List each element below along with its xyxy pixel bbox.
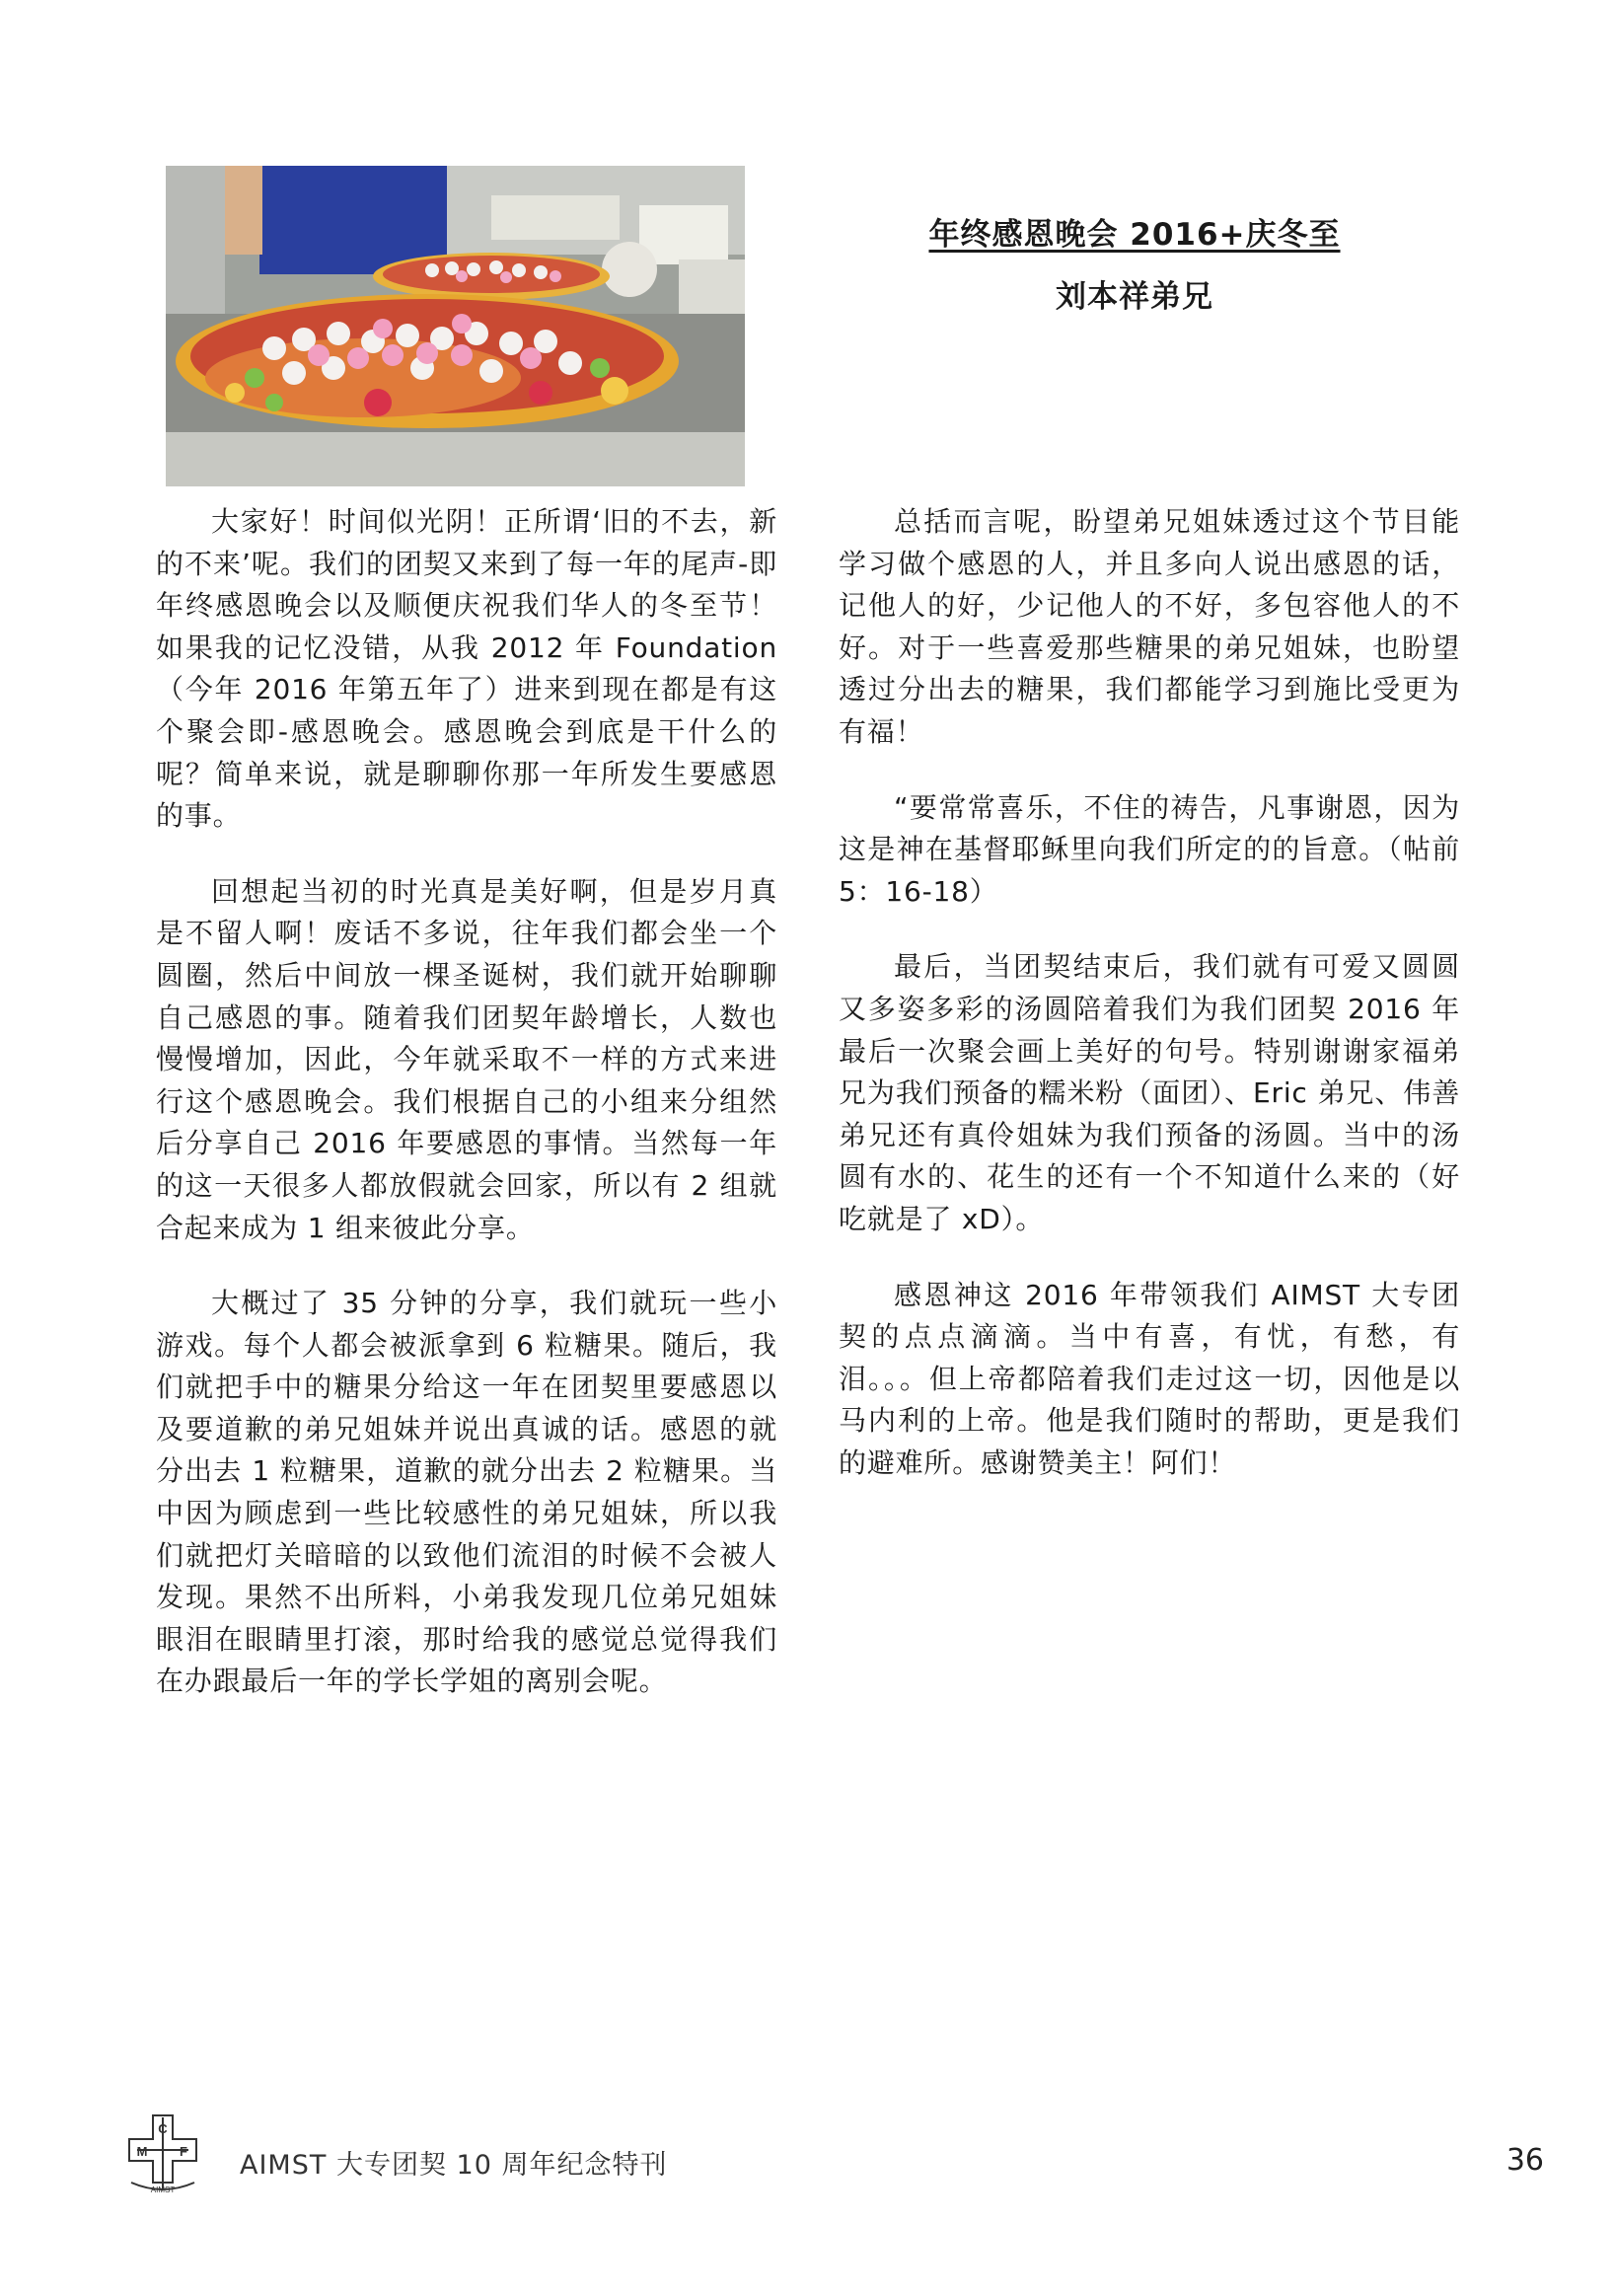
footer-title: AIMST 大专团契 10 周年纪念特刊	[240, 2150, 668, 2181]
cmf-logo-icon	[123, 2110, 202, 2194]
page-footer	[123, 2110, 1544, 2198]
tangyuan-photo	[166, 166, 745, 486]
left-column	[156, 501, 777, 1737]
article-header	[839, 209, 1431, 316]
logo-aimst: AIMST	[150, 2185, 176, 2194]
paragraph: 最后，当团契结束后，我们就有可爱又圆圆又多姿多彩的汤圆陪着我们为我们团契 2016 年最后一次聚会画上美好的句号。特别谢谢家福弟兄为我们预备的糯米粉（面团）、Eric 弟兄、伟善弟兄还有真伶姐妹为我们预备的汤圆。当中的汤圆有水的、花生的还有一个不知道什么来的（好吃就是了 xD）。	[839, 950, 1460, 1235]
tangyuan-photo-icon	[166, 166, 745, 486]
right-column	[839, 501, 1460, 1518]
paragraph: 大家好！时间似光阴！正所谓‘旧的不去，新的不来’呢。我们的团契又来到了每一年的尾声-即年终感恩晚会以及顺便庆祝我们华人的冬至节！如果我的记忆没错，从我 2012 年 Foundation（今年 2016 年第五年了）进来到现在都是有这个聚会即-感恩晚会。感恩晚会到底是干什么的呢？简单来说，就是聊聊你那一年所发生要感恩的事。	[156, 505, 777, 833]
logo-letter-m: M	[136, 2144, 148, 2159]
logo-letter-f: F	[180, 2144, 187, 2159]
page-number: 36	[1505, 2143, 1544, 2178]
paragraph: 感恩神这 2016 年带领我们 AIMST 大专团契的点点滴滴。当中有喜，有忧，有愁，有泪。。。但上帝都陪着我们走过这一切，因他是以马内利的上帝。他是我们随时的帮助，更是我们的避难所。感谢赞美主！阿们！	[839, 1278, 1460, 1479]
paragraph: 总括而言呢，盼望弟兄姐妹透过这个节目能学习做个感恩的人，并且多向人说出感恩的话，记他人的好，少记他人的不好，多包容他人的不好。对于一些喜爱那些糖果的弟兄姐妹，也盼望透过分出去的糖果，我们都能学习到施比受更为有福！	[839, 505, 1460, 748]
paragraph: 大概过了 35 分钟的分享，我们就玩一些小游戏。每个人都会被派拿到 6 粒糖果。随后，我们就把手中的糖果分给这一年在团契里要感恩以及要道歉的弟兄姐妹并说出真诚的话。感恩的就分出去 1 粒糖果，道歉的就分出去 2 粒糖果。当中因为顾虑到一些比较感性的弟兄姐妹，所以我们就把灯关暗暗的以致他们流泪的时候不会被人发现。果然不出所料，小弟我发现几位弟兄姐妹眼泪在眼睛里打滚，那时给我的感觉总觉得我们在办跟最后一年的学长学姐的离别会呢。	[156, 1287, 777, 1698]
logo-letter-c: C	[158, 2121, 168, 2136]
article-author: 刘本祥弟兄	[1056, 279, 1213, 315]
article-title: 年终感恩晚会 2016+庆冬至	[928, 217, 1341, 253]
paragraph: “要常常喜乐，不住的祷告，凡事谢恩，因为这是神在基督耶稣里向我们所定的的旨意。（帖前 5：16-18）	[839, 790, 1460, 908]
paragraph: 回想起当初的时光真是美好啊，但是岁月真是不留人啊！废话不多说，往年我们都会坐一个圆圈，然后中间放一棵圣诞树，我们就开始聊聊自己感恩的事。随着我们团契年龄增长，人数也慢慢增加，因此，今年就采取不一样的方式来进行这个感恩晚会。我们根据自己的小组来分组然后分享自己 2016 年要感恩的事情。当然每一年的这一天很多人都放假就会回家，所以有 2 组就合起来成为 1 组来彼此分享。	[156, 874, 777, 1244]
